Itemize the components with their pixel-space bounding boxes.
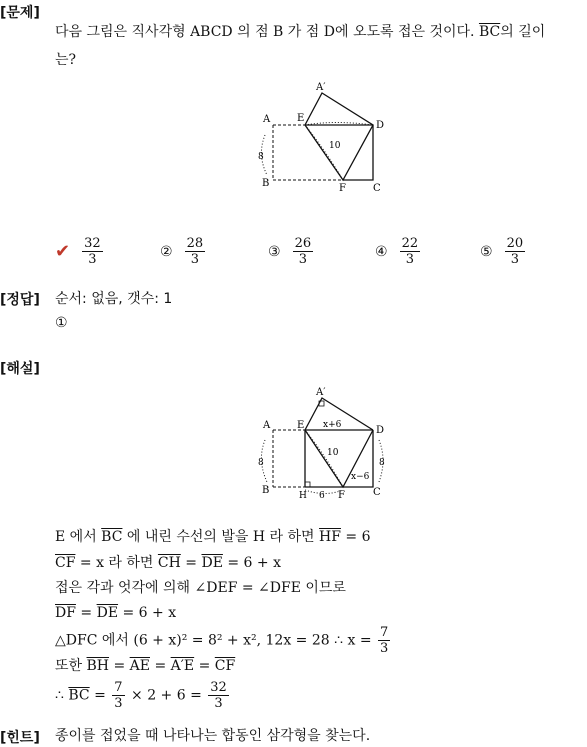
svg-text:H: H: [299, 491, 307, 501]
choice-1[interactable]: ✔ $\frac{32}{3}$: [55, 236, 101, 267]
label-D: D: [376, 120, 385, 131]
label-10: 10: [329, 141, 341, 151]
solution-line7: ∴ $\overline{BC}$ = $\frac{7}{3}$ × 2 + 6 = $\frac{32}{3}$: [55, 680, 227, 711]
answer-line1: 순서: 없음, 갯수: 1: [55, 291, 173, 307]
solution-line6: 또한 $\overline{BH} = \overline{AE} = A'E = \overline{CF}$: [55, 658, 236, 674]
solution-line4: $\overline{DF} = \overline{DE} = 6 + x$: [55, 605, 177, 621]
choice-5[interactable]: ⑤ $\frac{20}{3}$: [480, 236, 524, 267]
figure-solution: [255, 385, 395, 503]
choice-2[interactable]: ② $\frac{28}{3}$: [160, 236, 204, 267]
problem-label: [문제]: [0, 5, 40, 21]
svg-text:10: 10: [327, 448, 339, 458]
label-E: E: [297, 113, 305, 124]
label-8: 8: [258, 152, 264, 162]
svg-text:A: A: [263, 420, 271, 431]
label-C: C: [373, 183, 381, 194]
figure-folded-rectangle: [255, 80, 395, 195]
svg-text:B: B: [262, 485, 270, 496]
svg-text:D: D: [376, 425, 385, 436]
label-A-prime: A′: [316, 82, 326, 93]
answer-label: [정답]: [0, 292, 40, 308]
choice-3[interactable]: ③ $\frac{26}{3}$: [268, 236, 312, 267]
answer-line2: ①: [55, 315, 68, 331]
hint-label: [힌트]: [0, 730, 40, 746]
label-B: B: [262, 178, 270, 189]
solution-line1: E 에서 $\overline{BC}$ 에 내린 수선의 발을 H 라 하면 $\overline{HF} = 6$: [55, 529, 371, 545]
svg-text:6: 6: [319, 491, 325, 501]
choice-4[interactable]: ④ $\frac{22}{3}$: [375, 236, 419, 267]
svg-text:F: F: [338, 490, 345, 501]
solution-line2: $\overline{CF} = x$ 라 하면 $\overline{CH} = \overline{DE} = 6 + x$: [55, 555, 281, 571]
hint-text: 종이를 접었을 때 나타나는 합동인 삼각형을 찾는다.: [55, 728, 371, 744]
solution-line3: 접은 각과 엇각에 의해 ∠DEF = ∠DFE 이므로: [55, 580, 346, 596]
label-A: A: [263, 114, 271, 125]
svg-text:A′: A′: [316, 387, 326, 398]
check-icon: ✔: [55, 241, 71, 262]
svg-text:8: 8: [379, 458, 385, 468]
label-F: F: [339, 183, 346, 194]
svg-text:8: 8: [258, 458, 264, 468]
svg-text:x+6: x+6: [323, 420, 342, 430]
solution-line5: △DFC 에서 (6 + x)² = 8² + x², 12x = 28 ∴ x = $\frac{7}{3}$: [55, 625, 389, 656]
problem-text-line1: 다음 그림은 직사각형 ABCD 의 점 B 가 점 D에 오도록 접은 것이다. $\overline{BC}$의 길이: [55, 24, 546, 40]
svg-text:x−6: x−6: [351, 472, 370, 482]
bc-overline: $\overline{BC}$: [478, 24, 501, 40]
svg-text:E: E: [297, 420, 305, 431]
solution-label: [해설]: [0, 361, 40, 377]
svg-text:C: C: [373, 487, 381, 498]
problem-text-line2: 는?: [55, 52, 77, 68]
